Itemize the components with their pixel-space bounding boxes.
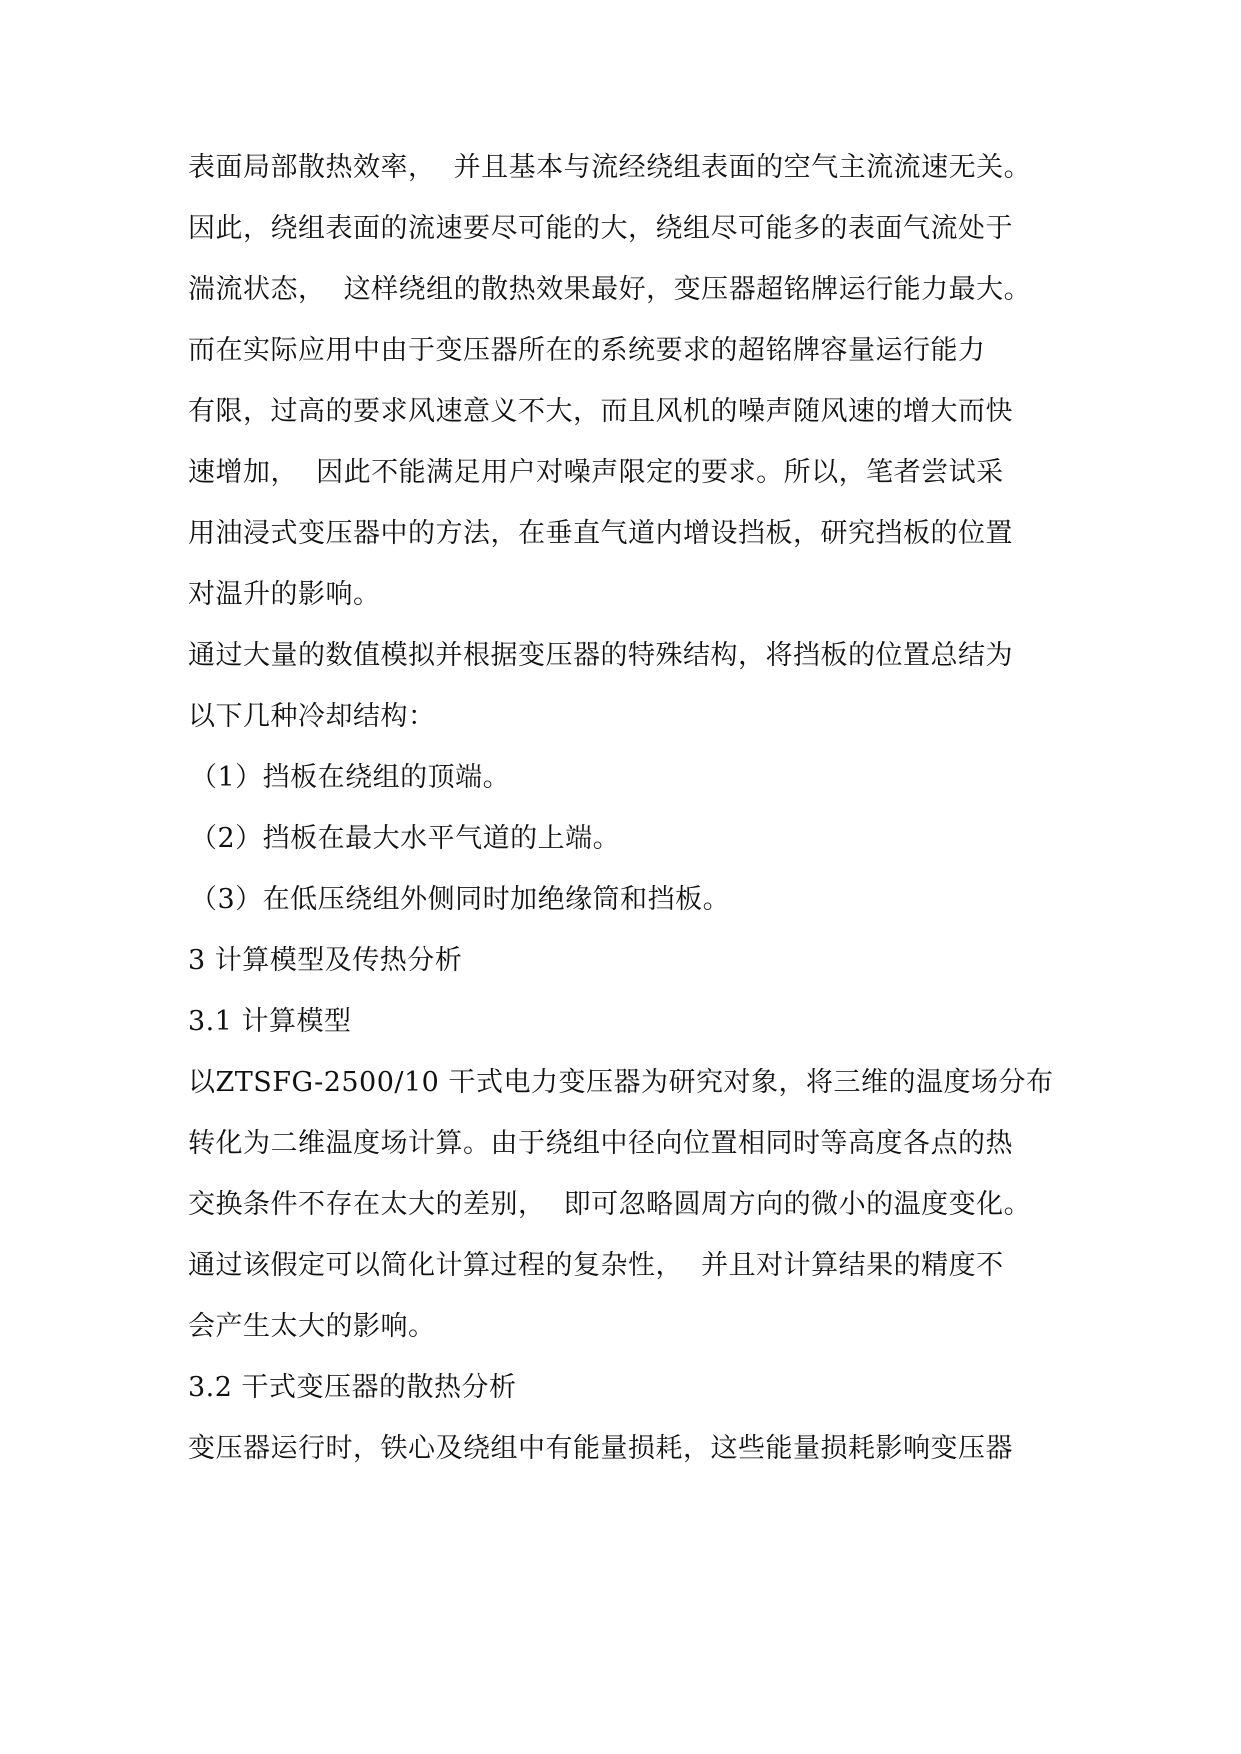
paragraph-line: 转化为二维温度场计算。由于绕组中径向位置相同时等高度各点的热 xyxy=(188,1128,1013,1159)
paragraph-line: 变压器运行时，铁心及绕组中有能量损耗，这些能量损耗影响变压器 xyxy=(188,1433,1013,1464)
paragraph-line: 以下几种冷却结构： xyxy=(188,701,436,732)
paragraph-line: 表面局部散热效率， 并且基本与流经绕组表面的空气主流流速无关。 xyxy=(188,152,1032,183)
paragraph-line: 而在实际应用中由于变压器所在的系统要求的超铭牌容量运行能力 xyxy=(188,335,986,366)
subsection-heading: 3.2 干式变压器的散热分析 xyxy=(188,1372,517,1403)
subsection-heading: 3.1 计算模型 xyxy=(188,1006,352,1037)
paragraph-line: 通过该假定可以简化计算过程的复杂性， 并且对计算结果的精度不 xyxy=(188,1250,1004,1281)
paragraph-line: 速增加， 因此不能满足用户对噪声限定的要求。所以，笔者尝试采 xyxy=(188,457,1004,488)
paragraph-line: 会产生太大的影响。 xyxy=(188,1311,436,1342)
paragraph-line: 因此，绕组表面的流速要尽可能的大，绕组尽可能多的表面气流处于 xyxy=(188,213,1013,244)
paragraph-line: 有限，过高的要求风速意义不大，而且风机的噪声随风速的增大而快 xyxy=(188,396,1013,427)
paragraph-line: 通过大量的数值模拟并根据变压器的特殊结构，将挡板的位置总结为 xyxy=(188,640,1013,671)
section-heading: 3 计算模型及传热分析 xyxy=(188,945,463,976)
list-item: （3）在低压绕组外侧同时加绝缘筒和挡板。 xyxy=(190,884,731,915)
list-item: （1）挡板在绕组的顶端。 xyxy=(190,762,511,793)
paragraph-line: 湍流状态， 这样绕组的散热效果最好，变压器超铭牌运行能力最大。 xyxy=(188,274,1032,305)
paragraph-line: 交换条件不存在太大的差别， 即可忽略圆周方向的微小的温度变化。 xyxy=(188,1189,1032,1220)
paragraph-line: 以ZTSFG-2500/10 干式电力变压器为研究对象，将三维的温度场分布 xyxy=(188,1067,1054,1098)
paragraph-line: 用油浸式变压器中的方法，在垂直气道内增设挡板，研究挡板的位置 xyxy=(188,518,1013,549)
list-item: （2）挡板在最大水平气道的上端。 xyxy=(190,823,621,854)
paragraph-line: 对温升的影响。 xyxy=(188,579,381,610)
